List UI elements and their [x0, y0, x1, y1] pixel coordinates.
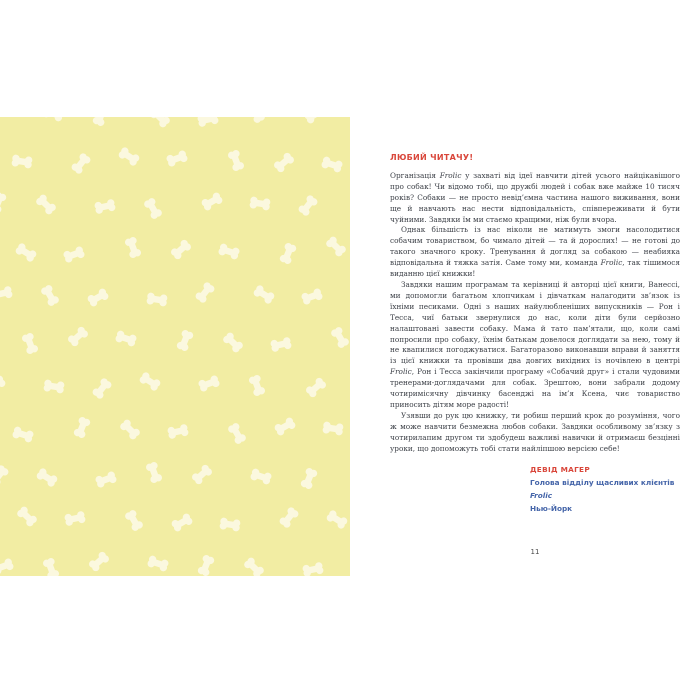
bone-icon	[196, 553, 216, 576]
bone-icon	[166, 423, 190, 440]
letter-paragraph: Організація Frolic у захваті від ідеї навчити дітей усього найцікавішого про собак! Чи відомо тобі, що дружбі людей і собак вже майже 10 тисяч років? Собаки — не просто невід’ємна частина нашого виживання, вони ще й навчають нас нести відповідальність, співпереживати й бути чуйними. Завдяки їм ми стаємо кращими, ніж були вчора.	[390, 170, 680, 224]
bone-icon	[299, 466, 319, 491]
bone-icon	[299, 287, 324, 307]
bone-icon	[221, 330, 246, 355]
bone-icon	[0, 285, 14, 302]
bone-icon	[146, 554, 171, 573]
bone-icon	[278, 241, 298, 266]
bone-icon	[42, 379, 66, 395]
right-page	[350, 117, 700, 576]
bone-icon	[302, 117, 328, 126]
signature-city: Нью-Йорк	[530, 504, 573, 514]
bone-icon	[34, 192, 59, 217]
bone-icon	[321, 421, 345, 437]
bone-icon	[65, 324, 90, 348]
bone-icon	[296, 193, 320, 218]
bone-icon	[272, 415, 298, 437]
bone-icon	[72, 415, 92, 440]
bone-icon	[0, 463, 11, 488]
bone-icon	[0, 373, 8, 395]
bone-icon	[199, 190, 225, 212]
bone-icon	[251, 283, 277, 306]
bone-icon	[196, 117, 220, 128]
bone-icon	[169, 511, 195, 533]
bone-icon	[303, 375, 328, 399]
bone-icon	[86, 549, 111, 573]
signature-title: Голова відділу щасливих клієнтів	[530, 478, 675, 488]
signature-company: Frolic	[530, 491, 553, 501]
bone-icon	[11, 425, 36, 444]
bone-icon	[242, 555, 267, 576]
letter-heading: ЛЮБИЙ ЧИТАЧУ!	[390, 153, 474, 162]
bone-icon	[85, 286, 111, 308]
bone-icon	[269, 336, 293, 353]
bone-icon	[69, 151, 93, 176]
signature-block	[530, 463, 680, 515]
signature-name: ДЕВІД МАГЕР	[530, 465, 590, 475]
bone-icon	[271, 150, 296, 174]
bone-icon	[320, 155, 345, 174]
bone-icon	[61, 245, 86, 265]
bone-icon	[247, 373, 267, 398]
bone-icon	[248, 196, 272, 212]
bone-icon	[226, 148, 246, 173]
bone-icon	[118, 417, 143, 442]
bone-icon	[189, 462, 214, 486]
bone-icon	[245, 117, 267, 125]
letter-text-block	[390, 153, 680, 515]
bone-icon	[144, 460, 164, 485]
bone-icon	[145, 292, 169, 308]
letter-paragraph: Завдяки нашим програмам та керівниці й авторці цієї книги, Ванессі, ми допомогли багатьом хлопчикам і дівчаткам налагодити зв’язок із їхніми песиками. Одні з наших найулюбленіших випускників — Рон і Тесса, чиї батьки звернулися до нас, коли діти були серйозно налаштовані завести собаку. Мама й тато пам’ятали, що, коли самі попросили про собаку, їхнім батькам довелося доглядати за нею, тому й не квапилися погоджуватися. Багаторазово виконавши вправи й заняття із цієї книжки та провівши два довгих вихідних із ночівлею в центрі Frolic, Рон і Тесса закінчили програму «Собачий друг» і стали чудовими тренерами-доглядачами для собак. Зрештою, вони забрали додому чотиримісячну дівчинку басенджі на ім’я Ксена, чиє товариство приносить дітям море радості!	[390, 279, 680, 409]
bone-icon	[329, 325, 350, 351]
bone-icon	[137, 370, 163, 393]
bone-icon	[0, 557, 16, 576]
bone-icon	[196, 374, 221, 394]
bone-icon	[34, 466, 60, 489]
bone-icon	[249, 467, 274, 486]
bone-icon	[226, 421, 248, 447]
page-number: 11	[530, 548, 540, 556]
bone-icon	[324, 508, 350, 531]
bone-icon	[193, 280, 217, 305]
bone-icon	[142, 196, 164, 222]
bone-icon	[93, 198, 117, 215]
bone-icon	[168, 237, 193, 261]
bone-icon	[0, 117, 7, 124]
bone-icon	[10, 154, 34, 170]
bone-icon	[218, 517, 242, 533]
bone-icon	[91, 117, 111, 128]
bone-icon	[148, 117, 173, 130]
bone-icon	[90, 376, 114, 401]
bone-icon	[41, 556, 61, 576]
bone-icon	[114, 329, 139, 348]
bone-icon	[20, 331, 40, 356]
bone-icon	[13, 241, 39, 264]
bone-icon	[277, 505, 301, 530]
bone-icon	[301, 561, 325, 576]
bone-icon	[15, 504, 40, 529]
bone-icon	[116, 145, 142, 168]
bone-icon	[39, 283, 61, 309]
bone-icon	[324, 234, 349, 259]
body-paragraphs	[390, 171, 680, 455]
bone-icon	[175, 328, 195, 353]
letter-paragraph: Узявши до рук цю книжку, ти робиш перший крок до розуміння, чого ж може навчити безмежна любов собаки. Завдяки особливому зв’язку з чотирилапим другом ти здобудеш важливі навички й отримаєш безцінні уроки, що допоможуть тобі стати найліпшою версією себе!	[390, 410, 680, 453]
bone-icon	[93, 470, 118, 490]
bone-icon	[123, 508, 145, 534]
bone-icon	[217, 242, 242, 261]
left-page	[0, 117, 350, 576]
bone-icon	[63, 510, 87, 527]
bone-icon	[0, 190, 8, 215]
bone-icon	[123, 235, 143, 260]
letter-paragraph: Однак більшість із нас ніколи не матимуть змоги насолодитися собачим товариством, бо чимало дітей — та й дорослих! — не готові до такого значного кроку. Тренування й догляд за собакою — неабияка відповідальна й тяжка затія. Саме тому ми, команда Frolic, так тішимося виданню цієї книжки!	[390, 225, 680, 279]
bone-icon	[41, 117, 66, 123]
bone-icon	[164, 149, 189, 169]
